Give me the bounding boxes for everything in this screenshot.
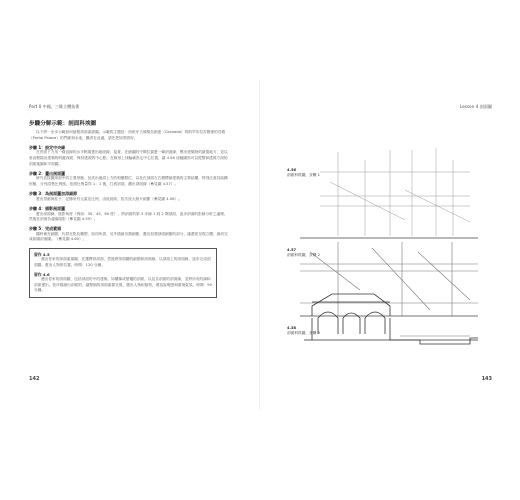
figure-number: 4.56	[287, 168, 297, 172]
step-body: 畫出剖面線、陰影角度（例如：30、45、60 度），將剖面的第 3 步線 1 到 2 間剖面，逐步剖面的影線分析之處理，然後在剖面各處落陰影（參見圖 4.59）。	[29, 211, 228, 222]
exercise-title: 習作 4.6	[34, 271, 50, 277]
exercise-body: 選出你家的剖面圖，包括剖面的中的建築，如樓梯或壁爐的剖面，以及各剖面的剖面線，並將所有的線和剖面畫出，依序描繪出剖面的，讓整個的剖面素描呈現，選出人物和植物，增加說明感和環境氣氛。時間：90 分鐘。	[34, 277, 212, 293]
step-title: 步驟 4：描影剖面圖	[29, 205, 66, 211]
arch-right	[365, 312, 385, 334]
figure-caption: 剖面科埃圖，步驟 1	[287, 172, 321, 177]
arch-left	[318, 312, 338, 334]
page-number-right: 143	[481, 376, 492, 382]
guide-line	[330, 182, 405, 220]
figure-4-56-drawing	[300, 148, 478, 238]
guide-line	[418, 252, 470, 300]
running-head-left: Part II 中國、三維立體技術	[29, 104, 80, 109]
figure-number: 4.57	[287, 248, 297, 252]
figure-caption: 剖面科埃圖，步驟 3	[287, 330, 321, 335]
step-body: 隨時補充細節，代替光影及雕塑，如同所需，另外描繪各類細節，選出加強剖面細節的部分，讓畫面呈現立體，最終完成如圖剖面圖。（參見圖 4.60）。	[29, 231, 228, 242]
pool-edge	[390, 338, 478, 344]
figure-caption: 剖面科埃圖，步驟 2	[287, 252, 321, 257]
page-number-left: 142	[29, 376, 40, 382]
running-head-right: Lesson 4 剖面圖	[459, 104, 492, 109]
step-title: 步驟 5：完成素描	[29, 226, 62, 232]
step-body: 研究並按圖剖面中的主要形態、及高出地面上方的相應點位，以及在剖面左右側標繪建築的主要結構，特別注意其結構形態，分列清楚比例後，依照比例量得 1：1 後，打底剖面，劃出剖面線（參見圖 4.57）。	[29, 176, 228, 186]
figure-number: 4.58	[287, 326, 297, 330]
step-body: 在頁面下方用一條直線的水平輕描畫出地面線，接著，在繪圖的中間位置畫一條剖面線，標出建築物的最寬地方，並以垂直輕描出建築物的縱深面，保持透視的中心點，在線形上找輪廓設定中心位置，讓 4.56 這幅圖形可以從整和透視方面的剖面地圖和平面圖。	[29, 150, 228, 166]
intro-paragraph: 以下將一步步示範如何繪製剖面素描圖。示範的主題是：西班牙古城格拉納達（Granada）的阿罕布拉宮殿裡的宮殿（Partal Palace）的門廊和水池，觀者在此處，請先把如景照好。	[29, 130, 226, 140]
section-heading: 步驟分解示範：剖面科埃圖	[29, 121, 97, 127]
step-body: 畫出拱廊與柱子、記錄所有元素及比例，由低到高，依次放大照片細節（參見圖 4.56）。	[36, 196, 182, 201]
exercise-body: 選出你家的剖面素描圖，先選擇該剖面，然後將剖面圖的細節和剖面線，以剖面上的剖面線，逐步完成剖面圖。畫出人物的位置。時間：120 分鐘。	[34, 257, 211, 268]
step-title: 步驟 3：為剖面圖加添細節	[29, 190, 78, 196]
exercise-title: 習作 4.5	[34, 252, 50, 258]
step-title: 步驟 1：設定中央線	[29, 144, 66, 150]
step-title: 步驟 2：畫出剖面圖	[29, 170, 66, 176]
guide-line	[372, 248, 430, 310]
